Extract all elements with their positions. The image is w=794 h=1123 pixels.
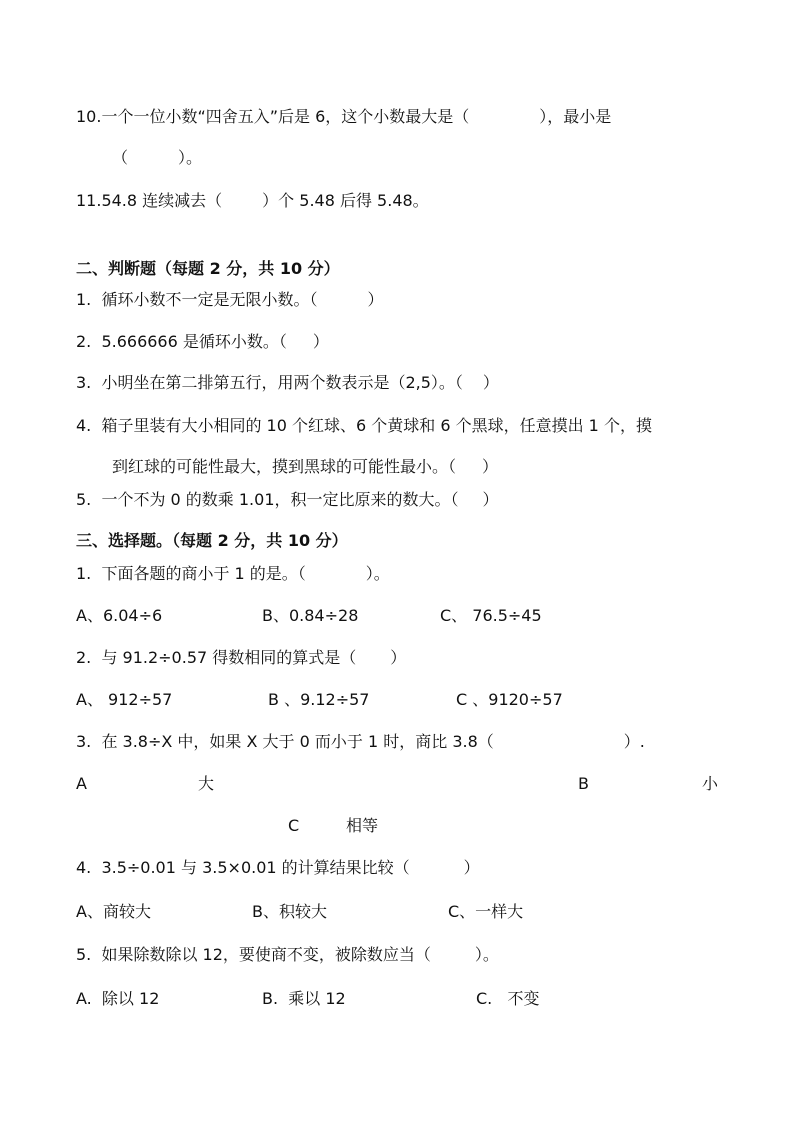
fill-q10-line2 [112, 147, 202, 169]
choice-q4 [76, 857, 480, 879]
judge-q3-close: ） [482, 373, 499, 392]
choice-q4-option-b[interactable]: B、积较大 [252, 902, 327, 921]
judge-q1-text: 1. 循环小数不一定是无限小数。（ [76, 290, 318, 309]
choice-q2 [76, 647, 406, 669]
choice-q4-close: ） [463, 858, 480, 877]
choice-q3-close: ）. [623, 732, 645, 751]
choice-q3-option-a-text[interactable]: 大 [198, 774, 215, 793]
fill-q10-open: （ [112, 148, 129, 167]
fill-q11-text: 11.54.8 连续减去（ [76, 191, 223, 210]
choice-q1-option-c[interactable]: C、 76.5÷45 [440, 606, 542, 625]
choice-q3-option-b-text[interactable]: 小 [702, 774, 719, 793]
choice-q5-option-a[interactable]: A. 除以 12 [76, 989, 160, 1008]
choice-q4-option-c[interactable]: C、一样大 [448, 902, 524, 921]
judge-q5-close: ） [482, 490, 499, 509]
judge-q4-text: 到红球的可能性最大，摸到黑球的可能性最小。（ [112, 457, 457, 476]
judge-heading: 二、判断题（每题 2 分，共 10 分） [76, 259, 340, 278]
fill-q10-text: 10.一个一位小数“四舍五入”后是 6，这个小数最大是（ [76, 107, 470, 126]
fill-q11-text-2: ）个 5.48 后得 5.48。 [262, 191, 429, 210]
choice-q2-close: ） [390, 648, 407, 667]
choice-q5-option-c[interactable]: C. 不变 [476, 989, 540, 1008]
choice-q3-option-b-letter[interactable]: B [578, 774, 589, 793]
choice-q5 [76, 944, 499, 966]
choice-q1 [76, 563, 390, 585]
choice-q4-text: 4. 3.5÷0.01 与 3.5×0.01 的计算结果比较（ [76, 858, 410, 877]
choice-q3-option-c-text[interactable]: 相等 [346, 816, 379, 835]
judge-q4-close: ） [482, 457, 499, 476]
choice-q2-text: 2. 与 91.2÷0.57 得数相同的算式是（ [76, 648, 357, 667]
fill-q10-line1 [76, 106, 611, 128]
judge-q3 [76, 372, 499, 394]
judge-q1-close: ） [367, 290, 384, 309]
choice-q2-option-b[interactable]: B 、9.12÷57 [268, 690, 370, 709]
judge-q1 [76, 289, 383, 311]
choice-q3-text: 3. 在 3.8÷X 中，如果 X 大于 0 而小于 1 时，商比 3.8（ [76, 732, 494, 751]
choice-q5-option-b[interactable]: B. 乘以 12 [262, 989, 346, 1008]
choice-q5-text: 5. 如果除数除以 12，要使商不变，被除数应当（ [76, 945, 431, 964]
fill-q10-close: ）。 [178, 148, 203, 167]
choice-heading: 三、选择题。（每题 2 分，共 10 分） [76, 531, 348, 550]
choice-q3-option-a-letter[interactable]: A [76, 774, 87, 793]
choice-q2-option-a[interactable]: A、 912÷57 [76, 690, 173, 709]
choice-q3-option-c-letter[interactable]: C [288, 816, 300, 835]
judge-q4-line2 [112, 456, 498, 478]
choice-q1-option-a[interactable]: A、6.04÷6 [76, 606, 163, 625]
choice-q1-option-b[interactable]: B、0.84÷28 [262, 606, 359, 625]
judge-q3-text: 3. 小明坐在第二排第五行，用两个数表示是（2,5）。（ [76, 373, 463, 392]
fill-q11 [76, 190, 429, 212]
judge-q4-line1: 4. 箱子里装有大小相同的 10 个红球、6 个黄球和 6 个黑球，任意摸出 1 个，摸 [76, 416, 652, 435]
judge-q2-close: ） [312, 332, 329, 351]
choice-q1-close: ）。 [365, 564, 390, 583]
choice-q1-text: 1. 下面各题的商小于 1 的是。（ [76, 564, 306, 583]
choice-q4-option-a[interactable]: A、商较大 [76, 902, 151, 921]
judge-q2-text: 2. 5.666666 是循环小数。（ [76, 332, 287, 351]
judge-q2 [76, 331, 329, 353]
choice-q2-option-c[interactable]: C 、9120÷57 [456, 690, 563, 709]
choice-q5-close: ）。 [474, 945, 499, 964]
choice-q3 [76, 731, 645, 753]
fill-q10-text-2: ），最小是 [539, 107, 612, 126]
judge-q5-text: 5. 一个不为 0 的数乘 1.01，积一定比原来的数大。（ [76, 490, 459, 509]
judge-q5 [76, 489, 499, 511]
